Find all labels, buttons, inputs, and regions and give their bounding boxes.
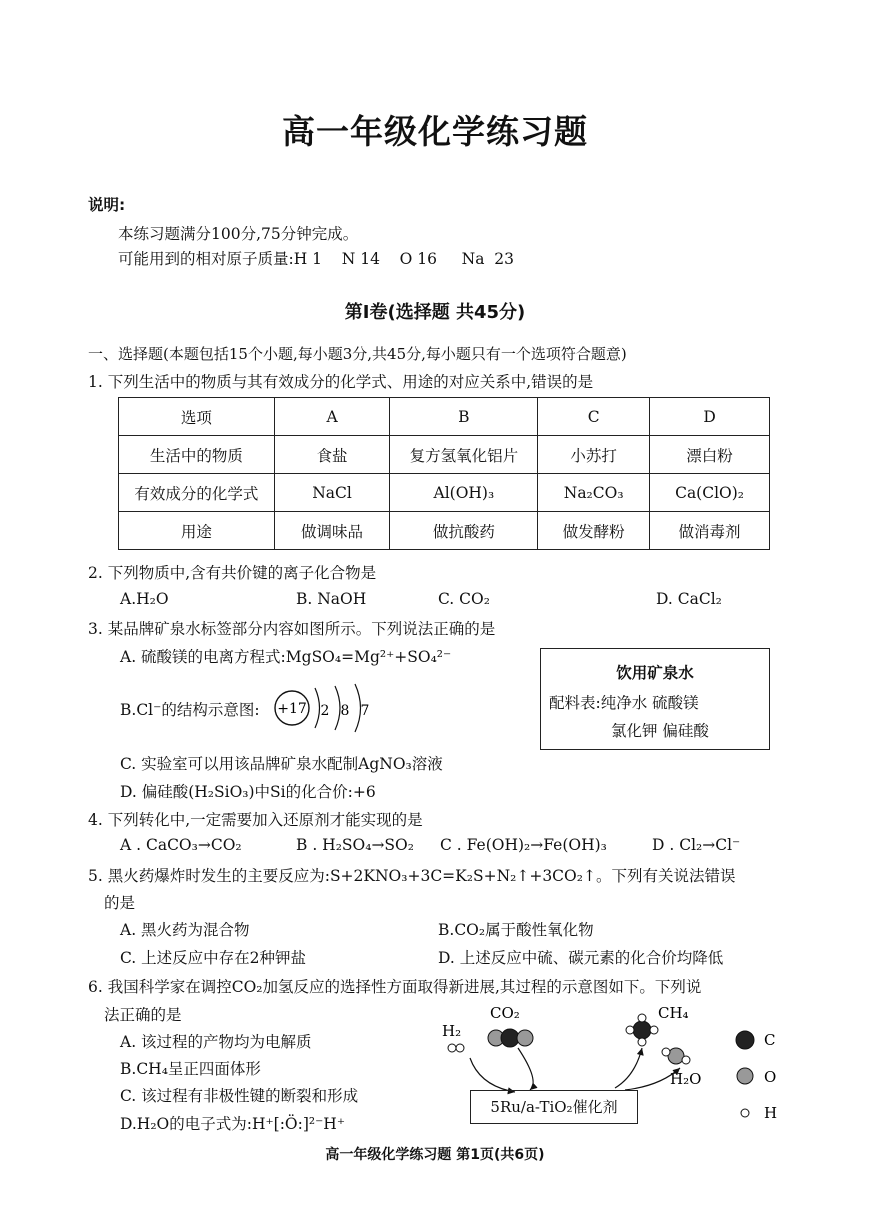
q2-option-c: C. CO₂ (438, 590, 490, 608)
table-cell: 做调味品 (274, 512, 390, 550)
hydrogen-atom (650, 1026, 658, 1034)
table-cell: D (650, 398, 770, 436)
nucleus-charge: +17 (277, 701, 307, 717)
q6-option-c: C. 该过程有非极性键的断裂和形成 (120, 1087, 359, 1105)
table-cell: 有效成分的化学式 (119, 474, 275, 512)
table-cell: 复方氢氧化铝片 (390, 436, 538, 474)
catalyst-box: 5Ru/a-TiO₂催化剂 (470, 1090, 638, 1124)
h2o-label: H₂O (670, 1070, 702, 1088)
q4-option-b: B . H₂SO₄→SO₂ (296, 836, 414, 854)
section-title: 第Ⅰ卷(选择题 共45分) (344, 302, 526, 323)
q6-option-a: A. 该过程的产物均为电解质 (120, 1033, 312, 1051)
q5-stem-line1: 5. 黑火药爆炸时发生的主要反应为:S+2KNO₃+3C=K₂S+N₂↑+3CO₂↑。下列有关说法错误 (88, 867, 736, 885)
hydrogen-atom (682, 1056, 690, 1064)
hydrogen-atom (662, 1048, 670, 1056)
instructions-line1: 本练习题满分100分,75分钟完成。 (118, 225, 359, 243)
q4-option-a: A . CaCO₃→CO₂ (120, 836, 242, 854)
q5-option-b: B.CO₂属于酸性氧化物 (438, 921, 594, 939)
q2-option-b: B. NaOH (296, 590, 367, 608)
legend-o-label: O (764, 1068, 777, 1086)
table-cell: B (390, 398, 538, 436)
hydrogen-atom (638, 1038, 646, 1046)
table-row (119, 436, 770, 474)
table-row (119, 512, 770, 550)
table-cell: Na₂CO₃ (538, 474, 650, 512)
table-cell: 用途 (119, 512, 275, 550)
q6-option-b: B.CH₄呈正四面体形 (120, 1060, 261, 1078)
table-cell: 小苏打 (538, 436, 650, 474)
hydrogen-atom (448, 1044, 456, 1052)
q5-option-c: C. 上述反应中存在2种钾盐 (120, 949, 307, 967)
chlorine-ion-structure-diagram (270, 680, 380, 740)
table-cell: Ca(ClO)₂ (650, 474, 770, 512)
q2-option-a: A.H₂O (120, 590, 169, 608)
table-cell: 生活中的物质 (119, 436, 275, 474)
legend-hydrogen-atom (741, 1109, 749, 1117)
table-cell: NaCl (274, 474, 390, 512)
q6-stem-line1: 6. 我国科学家在调控CO₂加氢反应的选择性方面取得新进展,其过程的示意图如下。下列说 (88, 978, 702, 996)
q5-stem-line2: 的是 (104, 894, 136, 912)
q3-option-c: C. 实验室可以用该品牌矿泉水配制AgNO₃溶液 (120, 755, 443, 773)
q4-stem: 4. 下列转化中,一定需要加入还原剂才能实现的是 (88, 811, 423, 829)
hydrogen-atom (638, 1014, 646, 1022)
page-title: 高一年级化学练习题 (282, 112, 588, 151)
q1-stem: 1. 下列生活中的物质与其有效成分的化学式、用途的对应关系中,错误的是 (88, 373, 594, 391)
hydrogen-atom (456, 1044, 464, 1052)
co2-label: CO₂ (490, 1004, 520, 1022)
oxygen-atom (668, 1048, 684, 1064)
table-cell: 漂白粉 (650, 436, 770, 474)
table-row (119, 398, 770, 436)
label-box-title: 饮用矿泉水 (616, 664, 694, 682)
q4-option-d: D . Cl₂→Cl⁻ (652, 836, 741, 854)
table-cell: 做抗酸药 (390, 512, 538, 550)
shell-1-count: 2 (320, 703, 330, 719)
table-cell: 做消毒剂 (650, 512, 770, 550)
table-cell: 选项 (119, 398, 275, 436)
page-footer: 高一年级化学练习题 第1页(共6页) (325, 1147, 545, 1163)
table-cell: 食盐 (274, 436, 390, 474)
table-cell: Al(OH)₃ (390, 474, 538, 512)
instructions-line2: 可能用到的相对原子质量:H 1 N 14 O 16 Na 23 (118, 250, 515, 268)
mineral-water-label-box (540, 648, 770, 750)
part-heading: 一、选择题(本题包括15个小题,每小题3分,共45分,每小题只有一个选项符合题意) (88, 345, 627, 363)
legend-oxygen-atom (737, 1068, 753, 1084)
q6-stem-line2: 法正确的是 (104, 1006, 182, 1024)
legend-c-label: C (764, 1031, 776, 1049)
table-cell: A (274, 398, 390, 436)
table-cell: 做发酵粉 (538, 512, 650, 550)
shell-3-count: 7 (360, 703, 370, 719)
hydrogen-atom (626, 1026, 634, 1034)
q3-stem: 3. 某品牌矿泉水标签部分内容如图所示。下列说法正确的是 (88, 620, 496, 638)
q2-option-d: D. CaCl₂ (656, 590, 722, 608)
q3-option-a: A. 硫酸镁的电离方程式:MgSO₄=Mg²⁺+SO₄²⁻ (120, 648, 452, 666)
shell-2-count: 8 (340, 703, 350, 719)
label-box-line1: 配料表:纯净水 硫酸镁 (549, 694, 699, 712)
q2-stem: 2. 下列物质中,含有共价键的离子化合物是 (88, 564, 377, 582)
ch4-label: CH₄ (658, 1004, 689, 1022)
oxygen-atom (517, 1030, 533, 1046)
instructions-label: 说明: (88, 196, 126, 214)
q4-option-c: C . Fe(OH)₂→Fe(OH)₃ (440, 836, 607, 854)
carbon-atom (633, 1021, 651, 1039)
legend-h-label: H (764, 1104, 778, 1122)
h2-label: H₂ (442, 1022, 462, 1040)
carbon-atom (501, 1029, 519, 1047)
q1-table (118, 397, 770, 550)
table-row (119, 474, 770, 512)
q6-option-d: D.H₂O的电子式为:H⁺[:Ö:]²⁻H⁺ (120, 1115, 346, 1133)
table-cell: C (538, 398, 650, 436)
q5-option-a: A. 黑火药为混合物 (120, 921, 250, 939)
q5-option-d: D. 上述反应中硫、碳元素的化合价均降低 (438, 949, 724, 967)
label-box-line2: 氯化钾 偏硅酸 (611, 722, 709, 740)
q3-option-b-label: B.Cl⁻的结构示意图: (120, 701, 260, 719)
legend-carbon-atom (736, 1031, 754, 1049)
q3-option-d: D. 偏硅酸(H₂SiO₃)中Si的化合价:+6 (120, 783, 376, 801)
